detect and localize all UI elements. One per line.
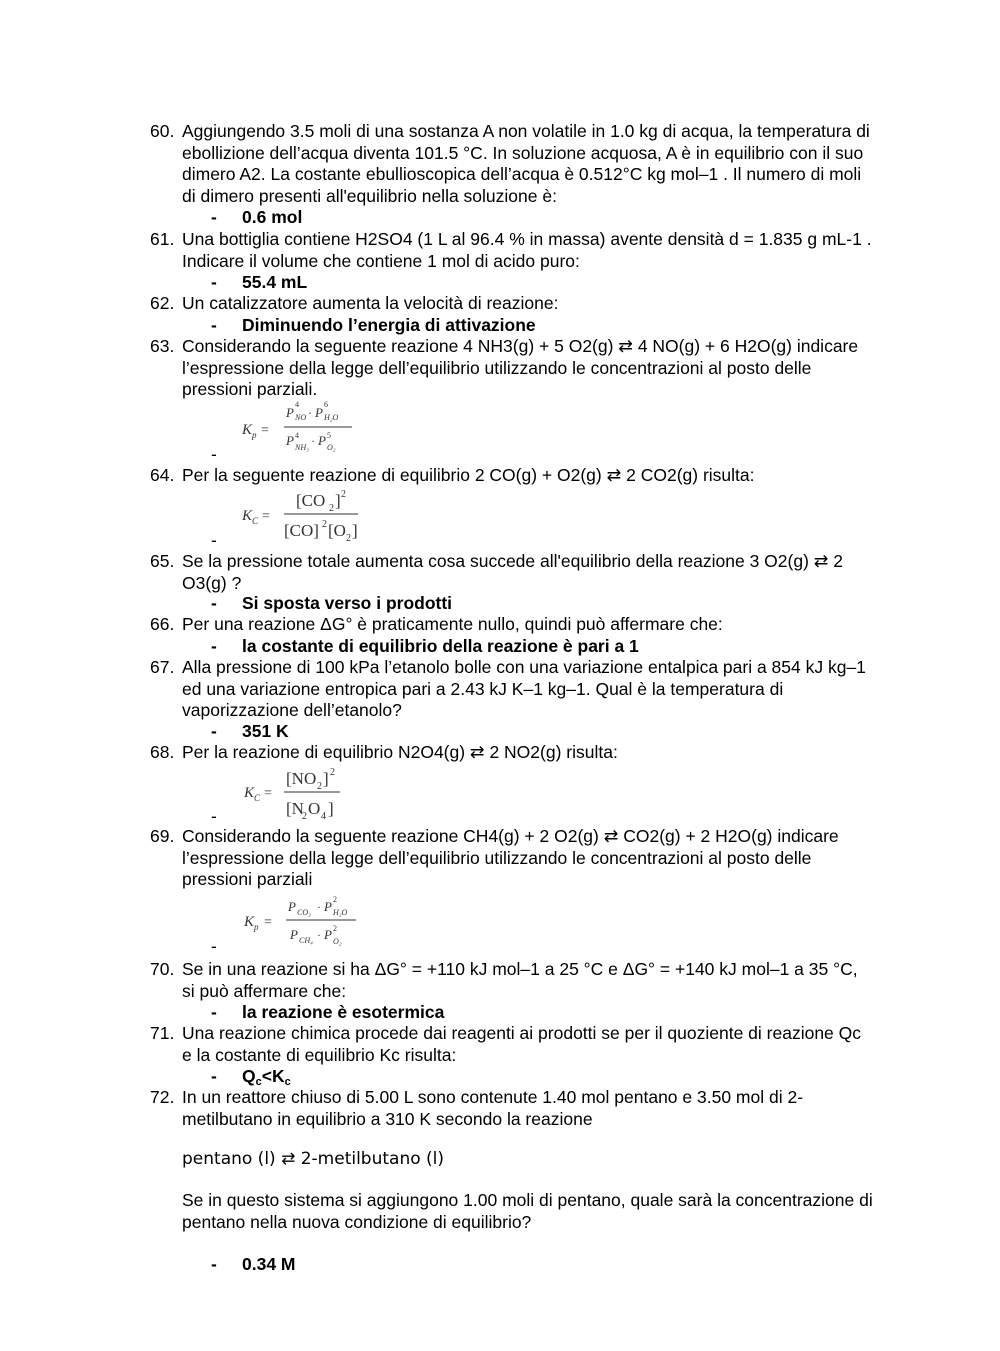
question-60 bbox=[150, 121, 875, 207]
answer-lt: < bbox=[261, 1066, 272, 1086]
question-72 bbox=[150, 1087, 875, 1130]
svg-text:NO: NO bbox=[295, 413, 307, 422]
svg-text:4: 4 bbox=[295, 400, 299, 409]
question-text: Se in una reazione si ha ΔG° = +110 kJ mol–1 a 25 °C e ΔG° = +140 kJ mol–1 a 35 °C, si può affermare che: bbox=[182, 959, 858, 1001]
answer-text: Diminuendo l’energia di attivazione bbox=[242, 315, 536, 335]
svg-text:H₂O: H₂O bbox=[333, 908, 348, 917]
svg-text:2: 2 bbox=[322, 519, 327, 530]
question-text: Per la reazione di equilibrio N2O4(g) ⇄ 2 NO2(g) risulta: bbox=[182, 742, 618, 762]
answer-q: Q bbox=[242, 1066, 256, 1086]
question-number: 69. bbox=[150, 826, 175, 846]
question-text: Aggiungendo 3.5 moli di una sostanza A non volatile in 1.0 kg di acqua, la temperatura di ebollizione dell’acqua diventa 101.5 °C. In soluzione acquosa, A è in equilibrio con il suo dimero A2. La costante ebullioscopica dell’acqua è 0.512°C kg mol–1 . Il numero di moli di dimero presenti all'equilibrio nella soluzione è: bbox=[182, 121, 870, 206]
svg-text:O₂: O₂ bbox=[327, 443, 336, 452]
answer-bullet: - bbox=[211, 721, 217, 741]
svg-text:=: = bbox=[262, 509, 270, 524]
question-text: Per una reazione ΔG° è praticamente nullo, quindi può affermare che: bbox=[182, 614, 723, 634]
answer-62 bbox=[211, 315, 536, 337]
svg-text:2: 2 bbox=[302, 811, 307, 822]
question-number: 63. bbox=[150, 336, 175, 356]
kp-lhs: K bbox=[242, 422, 253, 438]
question-65 bbox=[150, 551, 875, 594]
question-number: 60. bbox=[150, 121, 175, 141]
svg-text:·: · bbox=[317, 928, 321, 942]
formula-bullet: - bbox=[211, 530, 217, 550]
svg-text:]: ] bbox=[328, 799, 334, 818]
formula-kp-69 bbox=[240, 893, 365, 953]
svg-text:[CO: [CO bbox=[296, 491, 326, 510]
svg-text:C: C bbox=[254, 793, 261, 803]
svg-text:P: P bbox=[318, 433, 326, 448]
question-number: 71. bbox=[150, 1023, 175, 1043]
answer-bullet: - bbox=[211, 1254, 217, 1274]
svg-text:NH₃: NH₃ bbox=[295, 443, 309, 452]
question-number: 65. bbox=[150, 551, 175, 571]
question-number: 61. bbox=[150, 229, 175, 249]
answer-65 bbox=[211, 593, 452, 615]
svg-text:]: ] bbox=[335, 491, 341, 510]
answer-61 bbox=[211, 272, 307, 294]
question-66 bbox=[150, 614, 875, 636]
svg-text:]: ] bbox=[323, 769, 329, 788]
question-67 bbox=[150, 657, 875, 722]
formula-bullet: - bbox=[211, 444, 217, 464]
question-61 bbox=[150, 229, 875, 272]
answer-67 bbox=[211, 721, 289, 743]
answer-bullet: - bbox=[211, 1066, 217, 1086]
svg-text:2: 2 bbox=[333, 924, 337, 933]
svg-text:[O: [O bbox=[328, 521, 346, 540]
question-68 bbox=[150, 742, 875, 764]
answer-bullet: - bbox=[211, 636, 217, 656]
svg-text:CH₄: CH₄ bbox=[299, 936, 313, 945]
answer-text: 351 K bbox=[242, 721, 289, 741]
answer-70 bbox=[211, 1002, 444, 1024]
svg-text:P: P bbox=[324, 927, 332, 942]
answer-text: la reazione è esotermica bbox=[242, 1002, 445, 1022]
question-text: Per la seguente reazione di equilibrio 2 CO(g) + O2(g) ⇄ 2 CO2(g) risulta: bbox=[182, 465, 755, 485]
formula-kc-64 bbox=[240, 486, 365, 546]
svg-text:P: P bbox=[315, 405, 323, 420]
answer-bullet: - bbox=[211, 272, 217, 292]
question-text: Se la pressione totale aumenta cosa succede all'equilibrio della reazione 3 O2(g) ⇄ 2 O3(g) ? bbox=[182, 551, 844, 593]
question-text: Una bottiglia contiene H2SO4 (1 L al 96.4 % in massa) avente densità d = 1.835 g mL-1 . Indicare il volume che contiene 1 mol di acido puro: bbox=[182, 229, 872, 271]
answer-text: la costante di equilibrio della reazione è pari a 1 bbox=[242, 636, 639, 656]
answer-72 bbox=[211, 1254, 296, 1276]
svg-text:P: P bbox=[286, 405, 294, 420]
answer-bullet: - bbox=[211, 315, 217, 335]
question-number: 68. bbox=[150, 742, 175, 762]
svg-text:2: 2 bbox=[341, 489, 346, 500]
svg-text:P: P bbox=[324, 899, 332, 914]
svg-text:=: = bbox=[264, 786, 272, 801]
answer-66 bbox=[211, 636, 639, 658]
answer-bullet: - bbox=[211, 1002, 217, 1022]
question-number: 64. bbox=[150, 465, 175, 485]
formula-kc-68 bbox=[240, 764, 355, 824]
question-number: 62. bbox=[150, 293, 175, 313]
svg-text:4: 4 bbox=[321, 811, 326, 822]
answer-bullet: - bbox=[211, 593, 217, 613]
question-text: Alla pressione di 100 kPa l’etanolo bolle con una variazione entalpica pari a 854 kJ kg–1 ed una variazione entropica pari a 2.43 kJ K–1 kg–1. Qual è la temperatura di vaporizzazione dell’etanolo? bbox=[182, 657, 866, 721]
svg-text:2: 2 bbox=[329, 503, 334, 514]
question-69 bbox=[150, 826, 875, 891]
formula-bullet: - bbox=[211, 936, 217, 956]
svg-text:4: 4 bbox=[295, 431, 299, 440]
question-text: Considerando la seguente reazione CH4(g) + 2 O2(g) ⇄ CO2(g) + 2 H2O(g) indicare l’espressione della legge dell’equilibrio utilizzando le concentrazioni al posto delle pressioni parziali bbox=[182, 826, 839, 890]
svg-text:·: · bbox=[317, 900, 321, 914]
question-number: 66. bbox=[150, 614, 175, 634]
answer-text: 55.4 mL bbox=[242, 272, 308, 292]
svg-text:CO₂: CO₂ bbox=[297, 908, 311, 917]
svg-text:O₂: O₂ bbox=[333, 937, 342, 946]
svg-text:·: · bbox=[311, 434, 315, 448]
svg-text:2: 2 bbox=[317, 781, 322, 792]
svg-text:2: 2 bbox=[346, 533, 351, 544]
answer-text: Si sposta verso i prodotti bbox=[242, 593, 453, 613]
question-number: 70. bbox=[150, 959, 175, 979]
answer-text: 0.6 mol bbox=[242, 207, 303, 227]
svg-text:]: ] bbox=[352, 521, 358, 540]
svg-text:[CO]: [CO] bbox=[284, 521, 319, 540]
question-62 bbox=[150, 293, 875, 315]
answer-q-sub: c bbox=[255, 1076, 262, 1088]
question-followup: Se in questo sistema si aggiungono 1.00 moli di pentano, quale sarà la concentrazione di pentano nella nuova condizione di equilibrio? bbox=[182, 1190, 873, 1232]
svg-text:=: = bbox=[264, 915, 272, 930]
question-text: Un catalizzatore aumenta la velocità di reazione: bbox=[182, 293, 559, 313]
answer-text: 0.34 M bbox=[242, 1254, 296, 1274]
svg-text:P: P bbox=[288, 899, 296, 914]
answer-60 bbox=[211, 207, 302, 229]
formula-kp-63 bbox=[240, 399, 365, 461]
question-63 bbox=[150, 336, 875, 401]
question-text: In un reattore chiuso di 5.00 L sono contenute 1.40 mol pentano e 3.50 mol di 2-metilbutano in equilibrio a 310 K secondo la reazione bbox=[182, 1087, 804, 1129]
svg-text:[NO: [NO bbox=[286, 769, 317, 788]
question-number: 67. bbox=[150, 657, 175, 677]
question-70 bbox=[150, 959, 875, 1002]
question-text: Una reazione chimica procede dai reagenti ai prodotti se per il quoziente di reazione Qc e la costante di equilibrio Kc risulta: bbox=[182, 1023, 862, 1065]
svg-text:p: p bbox=[252, 430, 257, 440]
svg-text:P: P bbox=[290, 927, 298, 942]
svg-text:C: C bbox=[252, 516, 259, 526]
reaction-equation: pentano (l) ⇄ 2-metilbutano (l) bbox=[182, 1149, 445, 1169]
svg-text:K: K bbox=[244, 914, 255, 930]
svg-text:K: K bbox=[244, 785, 255, 801]
formula-bullet: - bbox=[211, 806, 217, 826]
svg-text:=: = bbox=[261, 423, 269, 438]
svg-text:6: 6 bbox=[324, 400, 328, 409]
question-71 bbox=[150, 1023, 875, 1066]
question-number: 72. bbox=[150, 1087, 175, 1107]
answer-k-sub: c bbox=[284, 1076, 291, 1088]
answer-bullet: - bbox=[211, 207, 217, 227]
svg-text:P: P bbox=[286, 433, 294, 448]
svg-text:·: · bbox=[308, 406, 312, 420]
svg-text:2: 2 bbox=[333, 895, 337, 904]
svg-text:p: p bbox=[254, 922, 259, 932]
answer-k: K bbox=[271, 1066, 285, 1086]
svg-text:K: K bbox=[242, 508, 253, 524]
question-64 bbox=[150, 465, 875, 487]
svg-text:[N: [N bbox=[286, 799, 304, 818]
svg-text:H₂O: H₂O bbox=[324, 413, 339, 422]
svg-text:O: O bbox=[308, 799, 321, 818]
question-text: Considerando la seguente reazione 4 NH3(g) + 5 O2(g) ⇄ 4 NO(g) + 6 H2O(g) indicare l’espressione della legge dell’equilibrio utilizzando le concentrazioni al posto delle pressioni parziali. bbox=[182, 336, 859, 400]
svg-text:5: 5 bbox=[327, 431, 331, 440]
svg-text:2: 2 bbox=[330, 767, 335, 778]
